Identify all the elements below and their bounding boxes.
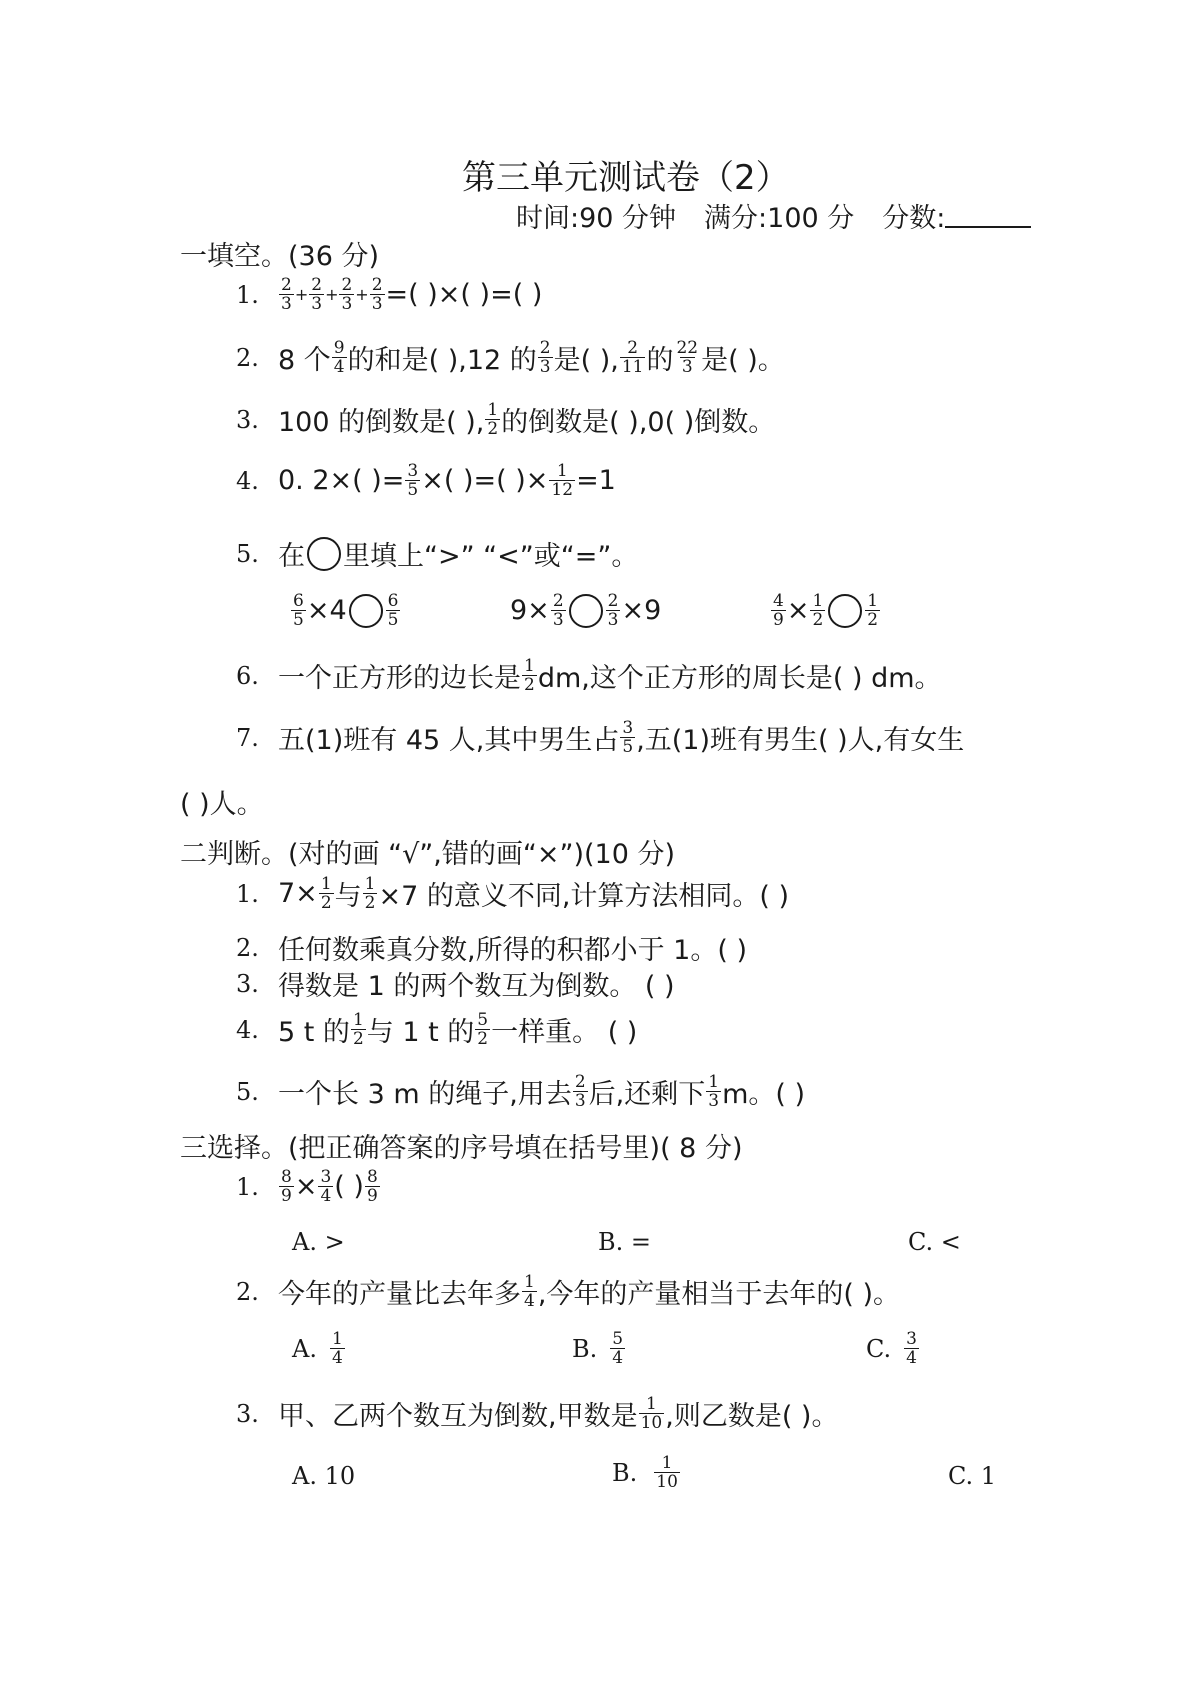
option-a[interactable]: A. >	[292, 1228, 345, 1256]
compare-item-3: $\frac{4}{9}$ × $\frac{1}{2}$ $\frac{1}{2}$	[773, 591, 879, 630]
question-1-5: 5. 在 里填上“>” “<”或“=”。	[236, 534, 638, 573]
compare-circle-input[interactable]	[569, 594, 603, 628]
question-3-3: 3. 甲、乙两个数互为倒数,甲数是 $\frac{1}{10}$ ,则乙数是( )。	[236, 1394, 839, 1433]
fraction: $\frac{22}{3}$	[676, 338, 699, 377]
compare-item-1: $\frac{6}{5}$ ×4 $\frac{6}{5}$	[293, 591, 399, 630]
exam-info	[516, 196, 1031, 235]
option-c[interactable]: C. <	[908, 1228, 961, 1256]
fraction: $\frac{2}{11}$	[621, 338, 644, 377]
fraction: $\frac{2}{3}$	[311, 275, 323, 314]
question-1-1: 1. $\frac{2}{3}$ + $\frac{2}{3}$ + $\frac{2}{3}$ + $\frac{2}{3}$ =( )×( )=( )	[236, 275, 543, 314]
fraction: $\frac{2}{3}$	[281, 275, 292, 314]
question-3-1: 1. $\frac{8}{9}$ × $\frac{3}{4}$ ( ) $\frac{8}{9}$	[236, 1167, 378, 1206]
question-1-2: 2. 8 个 $\frac{9}{4}$ 的和是( ),12 的 $\frac{2}{3}$ 是( ), $\frac{2}{11}$ 的 $\frac{22}{3}$ 是( )。	[236, 338, 785, 377]
question-1-7: 7. 五(1)班有 45 人,其中男生占 $\frac{3}{5}$ ,五(1)班有男生( )人,有女生	[236, 718, 965, 757]
question-2-2: 2. 任何数乘真分数,所得的积都小于 1。( )	[236, 933, 747, 966]
question-1-7-continued: ( )人。	[180, 789, 264, 820]
question-2-4: 4. 5 t 的 $\frac{1}{2}$ 与 1 t 的 $\frac{5}{2}$ 一样重。 ( )	[236, 1010, 638, 1049]
time-info: 时间:90 分钟	[516, 203, 677, 234]
option-b[interactable]: B. =	[598, 1228, 652, 1256]
option-c[interactable]: C. $\frac{3}{4}$	[866, 1329, 917, 1368]
section-heading-judge: 二判断。(对的画 “√”,错的画“×”)(10 分)	[180, 839, 676, 870]
question-2-1: 1. 7× $\frac{1}{2}$ 与 $\frac{1}{2}$ ×7 的意义不同,计算方法相同。( )	[236, 874, 790, 913]
fraction: $\frac{2}{3}$	[341, 275, 353, 314]
score-blank[interactable]	[945, 204, 1031, 228]
circle-blank-icon	[307, 537, 341, 571]
fraction: $\frac{1}{2}$	[487, 400, 499, 439]
option-a[interactable]: A. $\frac{1}{4}$	[292, 1329, 343, 1368]
compare-circle-input[interactable]	[349, 594, 383, 628]
page-title: 第三单元测试卷（2）	[462, 158, 790, 198]
compare-item-2: 9× $\frac{2}{3}$ $\frac{2}{3}$ ×9	[510, 591, 662, 630]
fraction: $\frac{2}{3}$	[539, 338, 551, 377]
option-b[interactable]: B. $\frac{5}{4}$	[572, 1329, 624, 1368]
question-2-3: 3. 得数是 1 的两个数互为倒数。 ( )	[236, 969, 675, 1002]
question-2-5: 5. 一个长 3 m 的绳子,用去 $\frac{2}{3}$ 后,还剩下 $\frac{1}{3}$ m。( )	[236, 1072, 806, 1111]
question-3-2: 2. 今年的产量比去年多 $\frac{1}{4}$ ,今年的产量相当于去年的( )。	[236, 1272, 901, 1311]
compare-circle-input[interactable]	[828, 594, 862, 628]
score-label: 分数:	[882, 203, 946, 234]
option-a[interactable]: A. 10	[292, 1462, 356, 1490]
section-heading-fill-blank: 一填空。(36 分)	[180, 241, 380, 272]
section-heading-choice: 三选择。(把正确答案的序号填在括号里)( 8 分)	[180, 1133, 743, 1164]
fraction: $\frac{1}{12}$	[551, 461, 574, 500]
fraction: $\frac{9}{4}$	[333, 338, 345, 377]
fraction: $\frac{2}{3}$	[371, 275, 383, 314]
question-1-3: 3. 100 的倒数是( ), $\frac{1}{2}$ 的倒数是( ),0( )倒数。	[236, 400, 776, 439]
question-1-4: 4. 0. 2×( )= $\frac{3}{5}$ ×( )=( )× $\frac{1}{12}$ =1	[236, 461, 616, 500]
option-c[interactable]: C. 1	[948, 1462, 997, 1490]
full-score-info: 满分:100 分	[704, 203, 855, 234]
option-b[interactable]: B. $\frac{1}{10}$	[612, 1453, 678, 1492]
question-1-6: 6. 一个正方形的边长是 $\frac{1}{2}$ dm,这个正方形的周长是( ) dm。	[236, 656, 942, 695]
fraction: $\frac{3}{5}$	[407, 461, 419, 500]
